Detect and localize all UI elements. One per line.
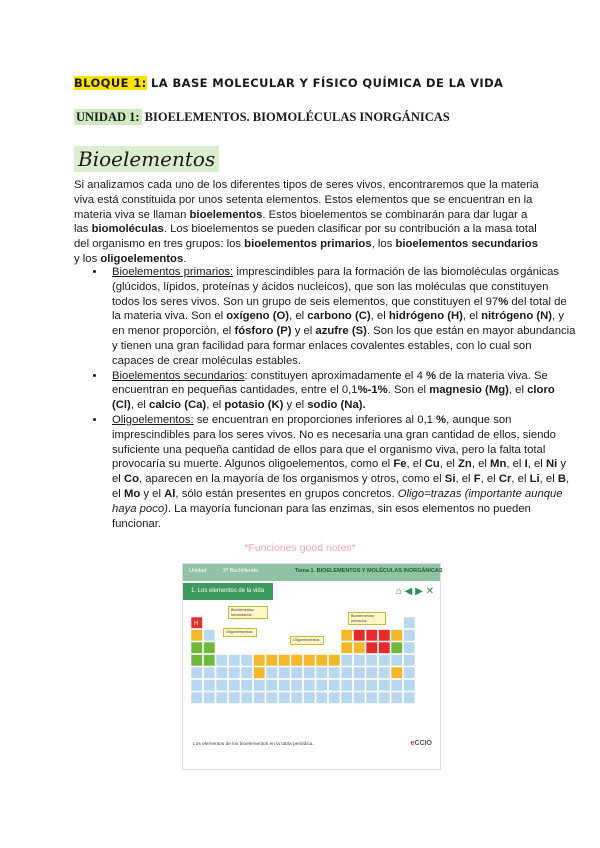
periodic-cell <box>191 667 203 679</box>
bloque-title: LA BASE MOLECULAR Y FÍSICO QUÍMICA DE LA VIDA <box>151 76 504 90</box>
good-notes-note: *Funciones good notes* <box>244 542 356 554</box>
list-item-oligoelementos: • Oligoelementos: se encuentran en proporciones inferiores al 0,1 %, aunque son imprescindibles para los seres vivos. No es necesaria una gran cantidad de ellos, siendo suficiente una pequeña cantidad de ellos para que el organismo viva, pero la falta total provocaría su muerte. Algunos oligoelementos, como el Fe, el Cu, el Zn, el Mn, el I, el Ni y el Co, aparecen en la mayoría de los organismos y otros, como el Si, el F, el Cr, el Li, el B, el Mo y el Al, sólo están presentes en grupos concretos. Oligo=trazas (importante aunque haya poco). La mayoría funcionan para las enzimas, sin esos elementos no pueden funcionar. <box>106 413 576 531</box>
periodic-table-screenshot <box>182 563 441 770</box>
periodic-cell <box>204 692 216 704</box>
periodic-cell <box>204 655 216 667</box>
callout-oligo-2: Oligoelementos <box>290 636 324 645</box>
periodic-cell <box>391 667 403 679</box>
periodic-cell <box>204 680 216 692</box>
periodic-cell <box>279 655 291 667</box>
callout-secundarios: Bioelementos secundarios <box>228 606 268 619</box>
periodic-cell <box>366 667 378 679</box>
periodic-cell <box>354 667 366 679</box>
periodic-cell <box>241 692 253 704</box>
periodic-cell <box>329 680 341 692</box>
periodic-cell <box>254 692 266 704</box>
periodic-cell <box>354 655 366 667</box>
periodic-cell <box>379 642 391 654</box>
periodic-cell <box>341 630 353 642</box>
periodic-cell <box>379 680 391 692</box>
periodic-cell <box>404 667 416 679</box>
periodic-cell <box>266 680 278 692</box>
periodic-cell <box>266 692 278 704</box>
intro-paragraph: Si analizamos cada uno de los diferentes tipos de seres vivos, encontraremos que la materia viva está constituida por unos setenta elementos. Estos elementos que se encuentran en la materia viva se llaman bioelementos. Estos bioelementos se combinarán para dar lugar a las biomoléculas. Los bioelementos se pueden clasificar por su contribución a la masa total del organismo en tres grupos: los bioelementos primarios, los bioelementos secundarios y los oligoelementos. <box>74 179 539 265</box>
periodic-cell <box>379 655 391 667</box>
periodic-cell <box>354 692 366 704</box>
periodic-cell <box>366 692 378 704</box>
periodic-cell <box>304 655 316 667</box>
section-title: Bioelementos <box>74 146 219 172</box>
periodic-cell <box>204 630 216 642</box>
screenshot-tab-curso: 2º Bachillerato <box>223 568 259 574</box>
periodic-cell <box>391 642 403 654</box>
periodic-cell <box>329 667 341 679</box>
periodic-cell <box>191 642 203 654</box>
periodic-cell <box>266 667 278 679</box>
periodic-cell <box>329 655 341 667</box>
periodic-cell <box>404 642 416 654</box>
periodic-cell <box>216 692 228 704</box>
periodic-cell <box>379 667 391 679</box>
periodic-cell <box>316 680 328 692</box>
callout-primarios: Bioelementos primarios <box>348 612 386 625</box>
periodic-cell <box>216 655 228 667</box>
periodic-cell <box>391 680 403 692</box>
periodic-cell <box>279 680 291 692</box>
unidad-label: UNIDAD 1: <box>76 110 140 124</box>
list-item-primarios: • Bioelementos primarios: imprescindibles para la formación de las biomoléculas orgánicas (glúcidos, lípidos, proteínas y ácidos nucleicos), que son las moléculas que constituyen todos los seres vivos. Son un grupo de seis elementos, que constituyen el 97% del total de la materia viva. Son el oxígeno (O), el carbono (C), el hidrógeno (H), el nitrógeno (N), y en menor proporción, el fósforo (P) y el azufre (S). Son los que están en mayor abundancia y tienen una gran facilidad para formar enlaces covalentes estables, con lo cual son capaces de crear moléculas estables. <box>106 265 576 369</box>
screenshot-logo: eCCIO <box>410 740 432 747</box>
periodic-cell <box>366 630 378 642</box>
periodic-cell <box>216 680 228 692</box>
periodic-cell <box>404 617 416 629</box>
screenshot-tab-unidad: Unidad <box>189 568 207 574</box>
periodic-cell <box>354 630 366 642</box>
periodic-cell <box>341 680 353 692</box>
periodic-cell <box>341 655 353 667</box>
unidad-heading <box>74 110 450 125</box>
periodic-cell <box>241 667 253 679</box>
periodic-cell <box>366 655 378 667</box>
list-item-secundarios: • Bioelementos secundarios: constituyen aproximadamente el 4 % de la materia viva. Se encuentran en pequeñas cantidades, entre el 0,1%-1%. Son el magnesio (Mg), el cloro (Cl), el calcio (Ca), el potasio (K) y el sodio (Na). <box>106 369 576 413</box>
periodic-cell <box>404 655 416 667</box>
periodic-cell <box>379 692 391 704</box>
bloque-heading <box>74 76 503 90</box>
screenshot-tema: Tema 1. BIOELEMENTOS Y MOLÉCULAS INORGÁNICAS <box>295 568 443 574</box>
periodic-cell <box>191 692 203 704</box>
periodic-cell <box>341 642 353 654</box>
periodic-cell <box>354 642 366 654</box>
bloque-label: BLOQUE 1: <box>74 76 147 90</box>
unidad-title: BIOELEMENTOS. BIOMOLÉCULAS INORGÁNICAS <box>144 110 450 124</box>
periodic-cell-label: H <box>194 621 199 627</box>
periodic-cell <box>229 680 241 692</box>
periodic-cell <box>366 680 378 692</box>
periodic-cell <box>329 692 341 704</box>
periodic-cell <box>254 667 266 679</box>
periodic-cell <box>216 667 228 679</box>
periodic-cell <box>404 680 416 692</box>
periodic-cell <box>404 692 416 704</box>
periodic-cell <box>391 630 403 642</box>
periodic-cell <box>254 655 266 667</box>
periodic-cell <box>291 692 303 704</box>
screenshot-caption: Los elementos de los bioelementos en la tabla periódica. <box>193 742 314 747</box>
periodic-cell <box>279 667 291 679</box>
bioelement-list <box>74 265 576 531</box>
periodic-cell <box>304 680 316 692</box>
periodic-cell <box>204 642 216 654</box>
periodic-cell <box>279 692 291 704</box>
screenshot-subtitle: 1. Los elementos de la vida <box>191 588 265 594</box>
periodic-cell <box>229 667 241 679</box>
periodic-cell <box>391 655 403 667</box>
screenshot-subbar <box>183 583 273 600</box>
periodic-cell <box>291 680 303 692</box>
periodic-cell <box>316 655 328 667</box>
periodic-cell <box>254 680 266 692</box>
periodic-cell <box>304 692 316 704</box>
periodic-cell <box>291 655 303 667</box>
periodic-cell <box>241 680 253 692</box>
periodic-cell <box>229 655 241 667</box>
periodic-cell <box>191 680 203 692</box>
periodic-cell <box>204 667 216 679</box>
periodic-cell <box>191 655 203 667</box>
periodic-cell <box>341 692 353 704</box>
screenshot-topbar <box>183 564 443 581</box>
periodic-cell <box>291 667 303 679</box>
periodic-cell <box>341 667 353 679</box>
periodic-cell <box>404 630 416 642</box>
periodic-cell <box>266 655 278 667</box>
periodic-cell <box>316 692 328 704</box>
periodic-table <box>183 609 440 729</box>
periodic-cell <box>241 655 253 667</box>
periodic-cell <box>391 692 403 704</box>
periodic-cell <box>191 630 203 642</box>
periodic-cell <box>229 692 241 704</box>
periodic-cell <box>366 642 378 654</box>
periodic-cell <box>316 667 328 679</box>
callout-oligo-1: Oligoelementos <box>223 628 257 637</box>
periodic-cell <box>304 667 316 679</box>
screenshot-nav-icons: ⌂ ◀ ▶ ✕ <box>395 586 434 597</box>
periodic-cell <box>379 630 391 642</box>
periodic-cell <box>354 680 366 692</box>
